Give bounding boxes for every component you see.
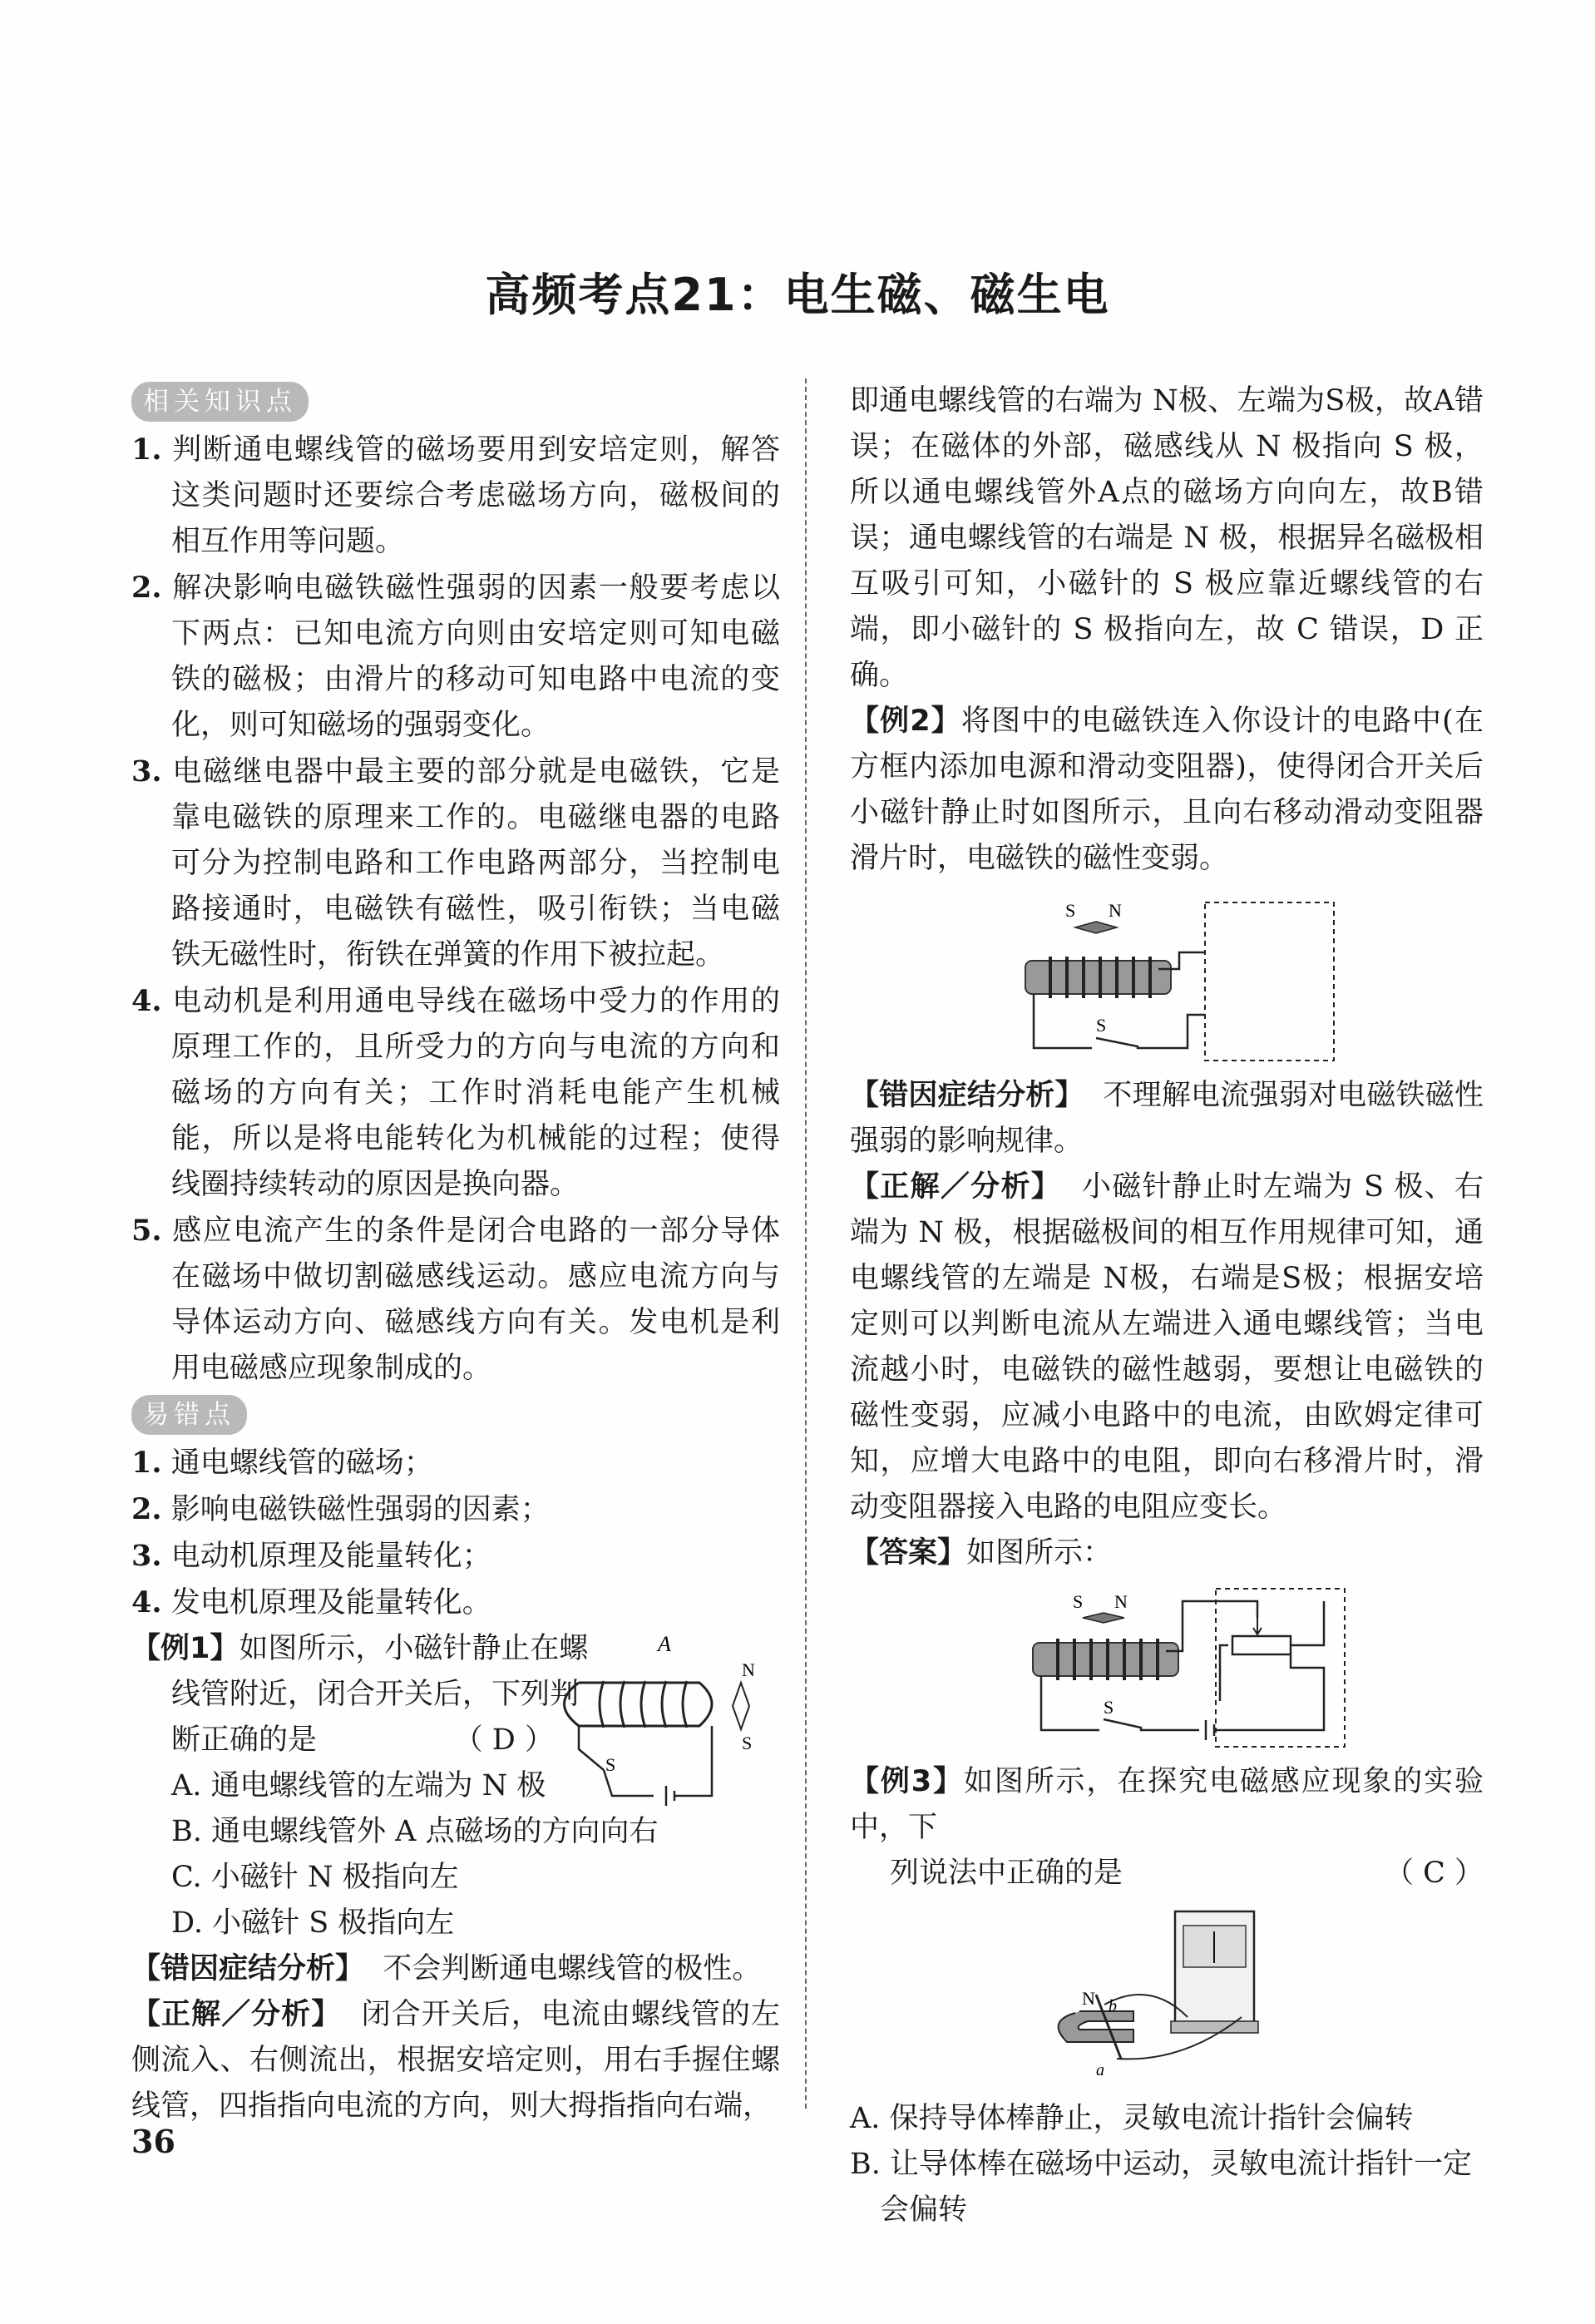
knowledge-item-1: 1. 判断通电螺线管的磁场要用到安培定则，解答这类问题时还要综合考虑磁场方向，磁极间的相互作用等问题。 [131, 433, 780, 558]
compass-needle [733, 1683, 749, 1729]
example-1-circuit [579, 1726, 712, 1806]
mistake-item-3: 3. 电动机原理及能量转化； [131, 1539, 491, 1573]
right-column: 即通电螺线管的右端为 N极、左端为S极，故A错误；在磁体的外部，磁感线从 N 极指向 S 极，所以通电螺线管外A点的磁场方向向左，故B错误；通电螺线管的右端是 N 极，根据异名磁极相互吸引可知，小磁针的 S 极应靠近螺线管的右端，即小磁针的 S 极指向左，故 C 错误，D 正确。 【例2】将图中的电磁铁连入你设计的电路中(在方框内添加电源和滑动变阻器)，使得闭合开关后小磁针静止时如图所示，且向右移动滑动变阻器滑片时，电磁铁的磁性变弱。 S N S 【错因症结分析】 不理解电流强弱对电磁铁磁性强弱的影响规律。 【正解／分析】 小磁针静止时左端为 S 极、右端为 N 极，根据磁极间的相互作用规律可知，通电螺线管的左端是 N极，右端是S极；根据安培定则可以判断电流从左端进入通电螺线管；当电流越小时，电磁铁的磁性越弱，要想让电磁铁的磁性变弱，应减小电路中的电流，由欧姆定律可知，应增大电路中的电阻，即向右移滑片时，滑动变阻器接入电路的电阻应变长。 【答案】如图所示： S N S 【例3】如图所示，在探究电磁感应现象的实验中，下 列说法中正确的是 （ C ） N b a A. 保持导体棒静止，灵敏电流计指针会偏转 B. 让导体棒在磁场中运动，灵敏电流计指针一定 会偏转 [850, 378, 1484, 2233]
example-1-answer: （ D ） [453, 1723, 554, 1757]
solenoid-coil [600, 1681, 687, 1728]
needle-n-label: N [1114, 1591, 1128, 1612]
needle-s-label: S [1073, 1591, 1084, 1612]
option-d: D. 小磁针 S 极指向左 [171, 1906, 455, 1940]
example-3-answer: （ C ） [1384, 1857, 1484, 1890]
switch-label: S [605, 1754, 616, 1775]
mistake-list [131, 1440, 780, 1626]
option-a: A. 通电螺线管的左端为 N 极 [171, 1769, 546, 1802]
galvanometer-base [1171, 2021, 1258, 2033]
example-2-error-analysis: 【错因症结分析】 不理解电流强弱对电磁铁磁性强弱的影响规律。 [850, 1079, 1484, 1158]
mistake-item-1: 1. 通电螺线管的磁场； [131, 1446, 433, 1480]
example-3-option-b: B. 让导体棒在磁场中运动，灵敏电流计指针一定 [850, 2148, 1472, 2181]
rod-b-label: b [1109, 1997, 1117, 2015]
page-title: 高频考点21：电生磁、磁生电 [485, 269, 1110, 321]
example-2-question: 【例2】将图中的电磁铁连入你设计的电路中(在方框内添加电源和滑动变阻器)，使得闭合开关后小磁针静止时如图所示，且向右移动滑动变阻器滑片时，电磁铁的磁性变弱。 [850, 705, 1484, 875]
example-1-figure [554, 1633, 778, 1824]
needle-n-label: N [1109, 900, 1122, 921]
section-tag-knowledge: 相关知识点 [131, 382, 309, 422]
column-divider [805, 378, 807, 2109]
needle-n-label: N [742, 1659, 755, 1680]
coil-turns [1050, 957, 1150, 998]
point-a-label: A [658, 1633, 671, 1656]
knowledge-item-3: 3. 电磁继电器中最主要的部分就是电磁铁，它是靠电磁铁的原理来工作的。电磁继电器的电路可分为控制电路和工作电路两部分，当控制电路接通时，电磁铁有磁性，吸引衔铁；当电磁铁无磁性时，衔铁在弹簧的作用下被拉起。 [131, 754, 780, 972]
switch-label: S [1104, 1697, 1114, 1718]
example-1: A N S S 【例1】如图所示，小磁针静止在螺 线管附近，闭合开关后，下列判 断正确的是 （ D ） A. 通电螺线管的左端为 N 极 B. 通电螺线管外 A 点磁场的方向向右 C. 小磁针 N 极指向左 D. 小磁针 S 极指向左 【错因症结分析】 不会判断通电螺线管的极性。 【正解／分析】 闭合开关后，电流由螺线管的左侧流入、右侧流出，根据安培定则，用右手握住螺线管，四指指向电流的方向，则大拇指指向右端， [131, 1626, 780, 2129]
u-magnet [1059, 2011, 1133, 2042]
mistake-item-4: 4. 发电机原理及能量转化。 [131, 1585, 491, 1619]
coil-turns [1058, 1639, 1158, 1680]
example-1-solution: 【正解／分析】 闭合开关后，电流由螺线管的左侧流入、右侧流出，根据安培定则，用右手握住螺线管，四指指向电流的方向，则大拇指指向右端， [131, 1998, 780, 2123]
option-b: B. 通电螺线管外 A 点磁场的方向向右 [171, 1815, 659, 1848]
compass-needle [1083, 1613, 1124, 1623]
example-2-answer: 【答案】如图所示： [850, 1536, 1113, 1570]
knowledge-item-4: 4. 电动机是利用通电导线在磁场中受力的作用的原理工作的，且所受力的方向与电流的方向和磁场的方向有关；工作时消耗电能产生机械能，所以是将电能转化为机械能的过程；使得线圈持续转动的原因是换向器。 [131, 984, 780, 1201]
compass-needle [1075, 922, 1117, 933]
example-1-question: 【例1】如图所示，小磁针静止在螺 [131, 1632, 589, 1665]
needle-s-label: S [1065, 900, 1076, 921]
example-2-figure [992, 890, 1341, 1065]
knowledge-item-5: 5. 感应电流产生的条件是闭合电路的一部分导体在磁场中做切割磁感线运动。感应电流方向与导体运动方向、磁感线方向有关。发电机是利用电磁感应现象制成的。 [131, 1214, 780, 1385]
rheostat [1232, 1636, 1291, 1654]
section-tag-mistakes: 易错点 [131, 1395, 247, 1435]
example-1-solution-continued: 即通电螺线管的右端为 N极、左端为S极，故A错误；在磁体的外部，磁感线从 N 极指向 S 极，所以通电螺线管外A点的磁场方向向左，故B错误；通电螺线管的右端是 N 极，根据异名磁极相互吸引可知，小磁针的 S 极应靠近螺线管的右端，即小磁针的 S 极指向左，故 C 错误，D 正确。 [850, 384, 1484, 692]
left-column [131, 378, 780, 2129]
dashed-box [1216, 1589, 1345, 1747]
knowledge-list [131, 427, 780, 1392]
dashed-box [1205, 902, 1334, 1061]
needle-s-label: S [742, 1733, 753, 1753]
option-c: C. 小磁针 N 极指向左 [171, 1861, 459, 1894]
example-2-solution: 【正解／分析】 小磁针静止时左端为 S 极、右端为 N 极，根据磁极间的相互作用规律可知，通电螺线管的左端是 N极，右端是S极；根据安培定则可以判断电流从左端进入通电螺线管；当电流越小时，电磁铁的磁性越弱，要想让电磁铁的磁性变弱，应减小电路中的电流，由欧姆定律可知，应增大电路中的电阻，即向右移滑片时，滑动变阻器接入电路的电阻应变长。 [850, 1170, 1484, 1524]
example-2-answer-figure [1016, 1585, 1349, 1751]
magnet-n-label: N [1082, 1988, 1095, 2009]
mistake-item-2: 2. 影响电磁铁磁性强弱的因素； [131, 1492, 550, 1526]
rod-a-label: a [1096, 2061, 1104, 2079]
rheostat-slider [1253, 1618, 1262, 1634]
example-1-error-analysis: 【错因症结分析】 不会判断通电螺线管的极性。 [131, 1952, 762, 1985]
knowledge-item-2: 2. 解决影响电磁铁磁性强弱的因素一般要考虑以下两点：已知电流方向则由安培定则可知电磁铁的磁极；由滑片的移动可知电路中电流的变化，则可知磁场的强弱变化。 [131, 571, 780, 742]
example-3-question: 【例3】如图所示，在探究电磁感应现象的实验中，下 [850, 1765, 1484, 1844]
page-number: 36 [131, 2123, 175, 2160]
switch-label: S [1096, 1015, 1107, 1036]
example-3-figure [1042, 1905, 1291, 2088]
solenoid-outline [565, 1683, 713, 1726]
example-3-option-a: A. 保持导体棒静止，灵敏电流计指针会偏转 [850, 2102, 1414, 2135]
